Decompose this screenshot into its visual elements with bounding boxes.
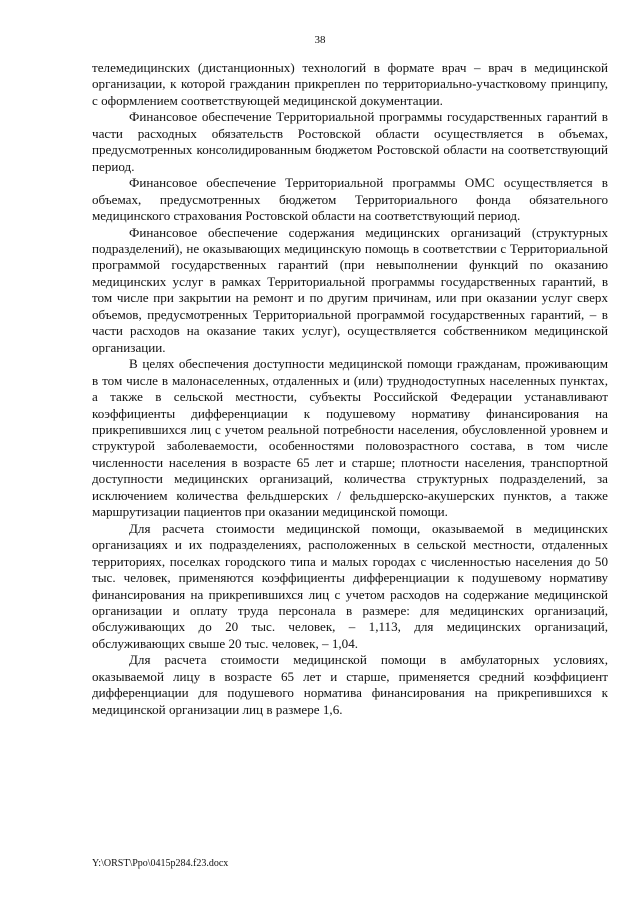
footer-file-path: Y:\ORST\Ppo\0415p284.f23.docx — [92, 858, 229, 869]
paragraph-maintenance-funding: Финансовое обеспечение содержания медицинских организаций (структурных подразделений), не оказывающих медицинскую помощь в соответствии с Территориальной программой государственных гарантий (при невыполнении функций по оказанию медицинских услуг в рамках Территориальной программы государственных гарантий, в том числе при закрытии на ремонт и по другим причинам, или при оказании услуг сверх объемов, предусмотренных Территориальной программой государственных гарантий, – в части расходов на оказание таких услуг), осуществляется собственником медицинской организации. — [92, 224, 608, 355]
paragraph-accessibility-coefficients: В целях обеспечения доступности медицинской помощи гражданам, проживающим в том числе в малонаселенных, отдаленных и (или) труднодоступных населенных пунктах, а также в сельской местности, субъекты Российской Федерации устанавливают коэффициенты дифференциации к подушевому нормативу финансирования на прикрепившихся лиц с учетом реальной потребности населения, обусловленной уровнем и структурой заболеваемости, особенностями половозрастного состава, в том числе численности населения в возрасте 65 лет и старше; плотности населения, транспортной доступности медицинских организаций, количества структурных подразделений, за исключением количества фельдшерских / фельдшерско-акушерских пунктов, а также маршрутизации пациентов при оказании медицинской помощи. — [92, 356, 608, 520]
paragraph-telemedicine: телемедицинских (дистанционных) технологий в формате врач – врач в медицинской организации, к которой гражданин прикреплен по территориально-участковому принципу, с оформлением соответствующей медицинской документации. — [92, 60, 608, 108]
paragraph-elderly-coefficient: Для расчета стоимости медицинской помощи в амбулаторных условиях, оказываемой лицу в возрасте 65 лет и старше, применяется средний коэффициент дифференциации для подушевого норматива финансирования на прикрепившихся к медицинской организации лиц в размере 1,6. — [92, 652, 608, 717]
paragraph-regional-budget: Финансовое обеспечение Территориальной программы государственных гарантий в части расходных обязательств Ростовской области осуществляется в объемах, предусмотренных консолидированным бюджетом Ростовской области на соответствующий период. — [92, 109, 608, 174]
paragraph-rural-coefficients: Для расчета стоимости медицинской помощи, оказываемой в медицинских организациях и их подразделениях, расположенных в сельской местности, отдаленных территориях, поселках городского типа и малых городах с численностью населения до 50 тыс. человек, применяются коэффициенты дифференциации к подушевому нормативу финансирования на прикрепившихся лиц с учетом расходов на содержание медицинской организации и оплату труда персонала в размере: для медицинских организаций, обслуживающих до 20 тыс. человек, – 1,113, для медицинских организаций, обслуживающих свыше 20 тыс. человек, – 1,04. — [92, 520, 608, 651]
paragraph-oms-funding: Финансовое обеспечение Территориальной программы ОМС осуществляется в объемах, предусмотренных бюджетом Территориального фонда обязательного медицинского страхования Ростовской области на соответствующий период. — [92, 175, 608, 224]
page-number: 38 — [314, 34, 326, 46]
document-body — [92, 60, 608, 718]
